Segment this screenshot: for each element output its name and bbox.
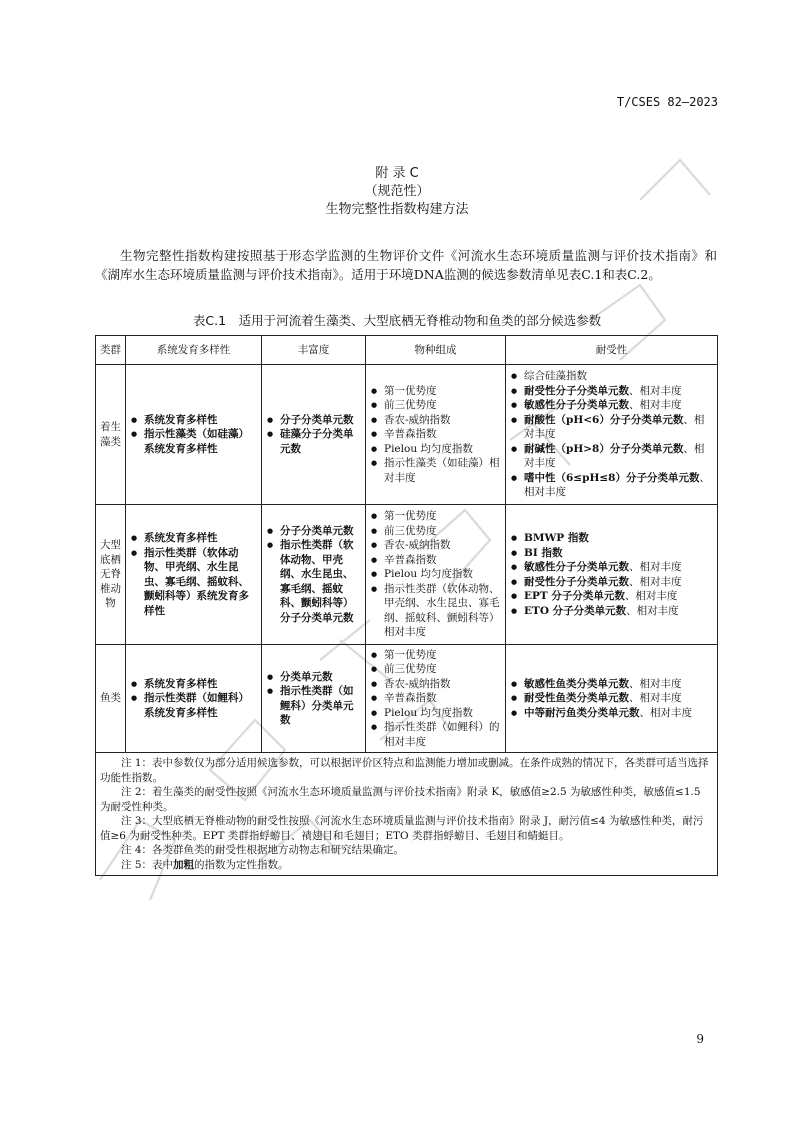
composition-cell (366, 505, 506, 645)
list-item: ● 指示性类群（如鲤科）分类单元数 (266, 684, 361, 728)
list-item: ● 第一优势度 (370, 384, 501, 399)
header-richness: 丰富度 (262, 336, 366, 365)
richness-cell (262, 645, 366, 753)
header-group: 类群 (96, 336, 126, 365)
table-row (96, 505, 718, 645)
diversity-cell (126, 645, 262, 753)
appendix-heading (0, 165, 794, 219)
list-item: ● 指示性藻类（如硅藻）系统发育多样性 (130, 427, 257, 456)
list-item: ● 中等耐污鱼类分类单元数、相对丰度 (510, 706, 713, 721)
tolerance-cell (506, 505, 718, 645)
list-item: ● 第一优势度 (370, 648, 501, 663)
group-cell: 鱼类 (96, 645, 126, 753)
table-row (96, 645, 718, 753)
list-item: ● Pielou 均匀度指数 (370, 706, 501, 721)
list-item: ● ETO 分子分类单元数、相对丰度 (510, 604, 713, 619)
list-item: ● 指示性类群（软体动物、甲壳纲、水生昆虫、寡毛纲、摇蚊科、颤蚓科等）相对丰度 (370, 582, 501, 640)
page-number: 9 (696, 1032, 704, 1046)
appendix-title: 生物完整性指数构建方法 (325, 202, 469, 217)
list-item: ● 敏感性分子分类单元数、相对丰度 (510, 560, 713, 575)
group-cell: 大型底栖无脊椎动物 (96, 505, 126, 645)
list-item: ● 系统发育多样性 (130, 531, 257, 546)
list-item: ● 耐受性鱼类分类单元数、相对丰度 (510, 691, 713, 706)
list-item: ● 综合硅藻指数 (510, 369, 713, 384)
list-item: ● 辛普森指数 (370, 553, 501, 568)
table-note: 注 4：各类群鱼类的耐受性根据地方动物志和研究结果确定。 (121, 844, 405, 856)
list-item: ● 辛普森指数 (370, 427, 501, 442)
tolerance-cell (506, 645, 718, 753)
list-item: ● 指示性藻类（如硅藻）相对丰度 (370, 456, 501, 485)
table-header-row (96, 336, 718, 365)
header-tolerance: 耐受性 (506, 336, 718, 365)
appendix-type: （规范性） (364, 184, 430, 199)
list-item: ● 香农-威纳指数 (370, 677, 501, 692)
table-notes (96, 753, 718, 876)
list-item: ● Pielou 均匀度指数 (370, 442, 501, 457)
list-item: ● 分类单元数 (266, 670, 361, 685)
list-item: ● EPT 分子分类单元数、相对丰度 (510, 589, 713, 604)
list-item: ● 香农-威纳指数 (370, 413, 501, 428)
candidate-parameters-table (95, 335, 718, 876)
list-item: ● Pielou 均匀度指数 (370, 567, 501, 582)
table-note: 注 3：大型底栖无脊椎动物的耐受性按照《河流水生态环境质量监测与评价技术指南》附录 J，耐污值≤4 为敏感性种类，耐污值≥6 为耐受性种类。EPT 类群指蜉蝣目、襀翅目和毛翅目；ETO 类群指蜉蝣目、毛翅目和蜻蜓目。 (100, 815, 704, 842)
list-item: ● 前三优势度 (370, 524, 501, 539)
diversity-cell (126, 505, 262, 645)
list-item: ● 耐碱性（pH>8）分子分类单元数、相对丰度 (510, 442, 713, 471)
composition-cell (366, 645, 506, 753)
table-note: 注 5：表中加粗的指数为定性指数。 (121, 858, 289, 871)
list-item: ● 前三优势度 (370, 662, 501, 677)
list-item: ● 系统发育多样性 (130, 677, 257, 692)
list-item: ● BI 指数 (510, 546, 713, 561)
appendix-label: 附 录 C (375, 166, 419, 181)
list-item: ● 指示性类群（软体动物、甲壳纲、水生昆虫、寡毛纲、摇蚊科、颤蚓科等）分子分类单元数 (266, 538, 361, 625)
group-cell: 着生藻类 (96, 365, 126, 505)
diversity-cell (126, 365, 262, 505)
list-item: ● 分子分类单元数 (266, 524, 361, 539)
table-notes-row (96, 753, 718, 876)
list-item: ● 香农-威纳指数 (370, 538, 501, 553)
header-composition: 物种组成 (366, 336, 506, 365)
list-item: ● 硅藻分子分类单元数 (266, 427, 361, 456)
tolerance-cell (506, 365, 718, 505)
table-note: 注 2：着生藻类的耐受性按照《河流水生态环境质量监测与评价技术指南》附录 K，敏感值≥2.5 为敏感性种类，敏感值≤1.5 为耐受性种类。 (100, 786, 701, 813)
list-item: ● 嗜中性（6≤pH≤8）分子分类单元数、相对丰度 (510, 471, 713, 500)
header-diversity: 系统发育多样性 (126, 336, 262, 365)
table-row (96, 365, 718, 505)
list-item: ● 分子分类单元数 (266, 413, 361, 428)
list-item: ● 第一优势度 (370, 509, 501, 524)
list-item: ● 指示性类群（如鲤科）的相对丰度 (370, 720, 501, 749)
list-item: ● 耐受性分子分类单元数、相对丰度 (510, 384, 713, 399)
list-item: ● 耐受性分子分类单元数、相对丰度 (510, 575, 713, 590)
list-item: ● BMWP 指数 (510, 531, 713, 546)
table-caption: 表C.1 适用于河流着生藻类、大型底栖无脊椎动物和鱼类的部分候选参数 (192, 313, 602, 328)
list-item: ● 指示性类群（软体动物、甲壳纲、水生昆虫、寡毛纲、摇蚊科、颤蚓科等）系统发育多样性 (130, 546, 257, 619)
standard-number: T/CSES 82—2023 (616, 95, 718, 109)
list-item: ● 辛普森指数 (370, 691, 501, 706)
list-item: ● 前三优势度 (370, 398, 501, 413)
composition-cell (366, 365, 506, 505)
list-item: ● 敏感性鱼类分类单元数、相对丰度 (510, 677, 713, 692)
list-item: ● 系统发育多样性 (130, 413, 257, 428)
intro-paragraph: 生物完整性指数构建按照基于形态学监测的生物评价文件《河流水生态环境质量监测与评价技术指南》和《湖库水生态环境质量监测与评价技术指南》。适用于环境DNA监测的候选参数清单见表C.1和表C.2。 (95, 248, 717, 282)
list-item: ● 敏感性分子分类单元数、相对丰度 (510, 398, 713, 413)
richness-cell (262, 365, 366, 505)
list-item: ● 指示性类群（如鲤科）系统发育多样性 (130, 691, 257, 720)
richness-cell (262, 505, 366, 645)
list-item: ● 耐酸性（pH<6）分子分类单元数、相对丰度 (510, 413, 713, 442)
table-note: 注 1：表中参数仅为部分适用候选参数，可以根据评价区特点和监测能力增加或删减。在条件成熟的情况下，各类群可适当选择功能性指数。 (100, 757, 709, 784)
